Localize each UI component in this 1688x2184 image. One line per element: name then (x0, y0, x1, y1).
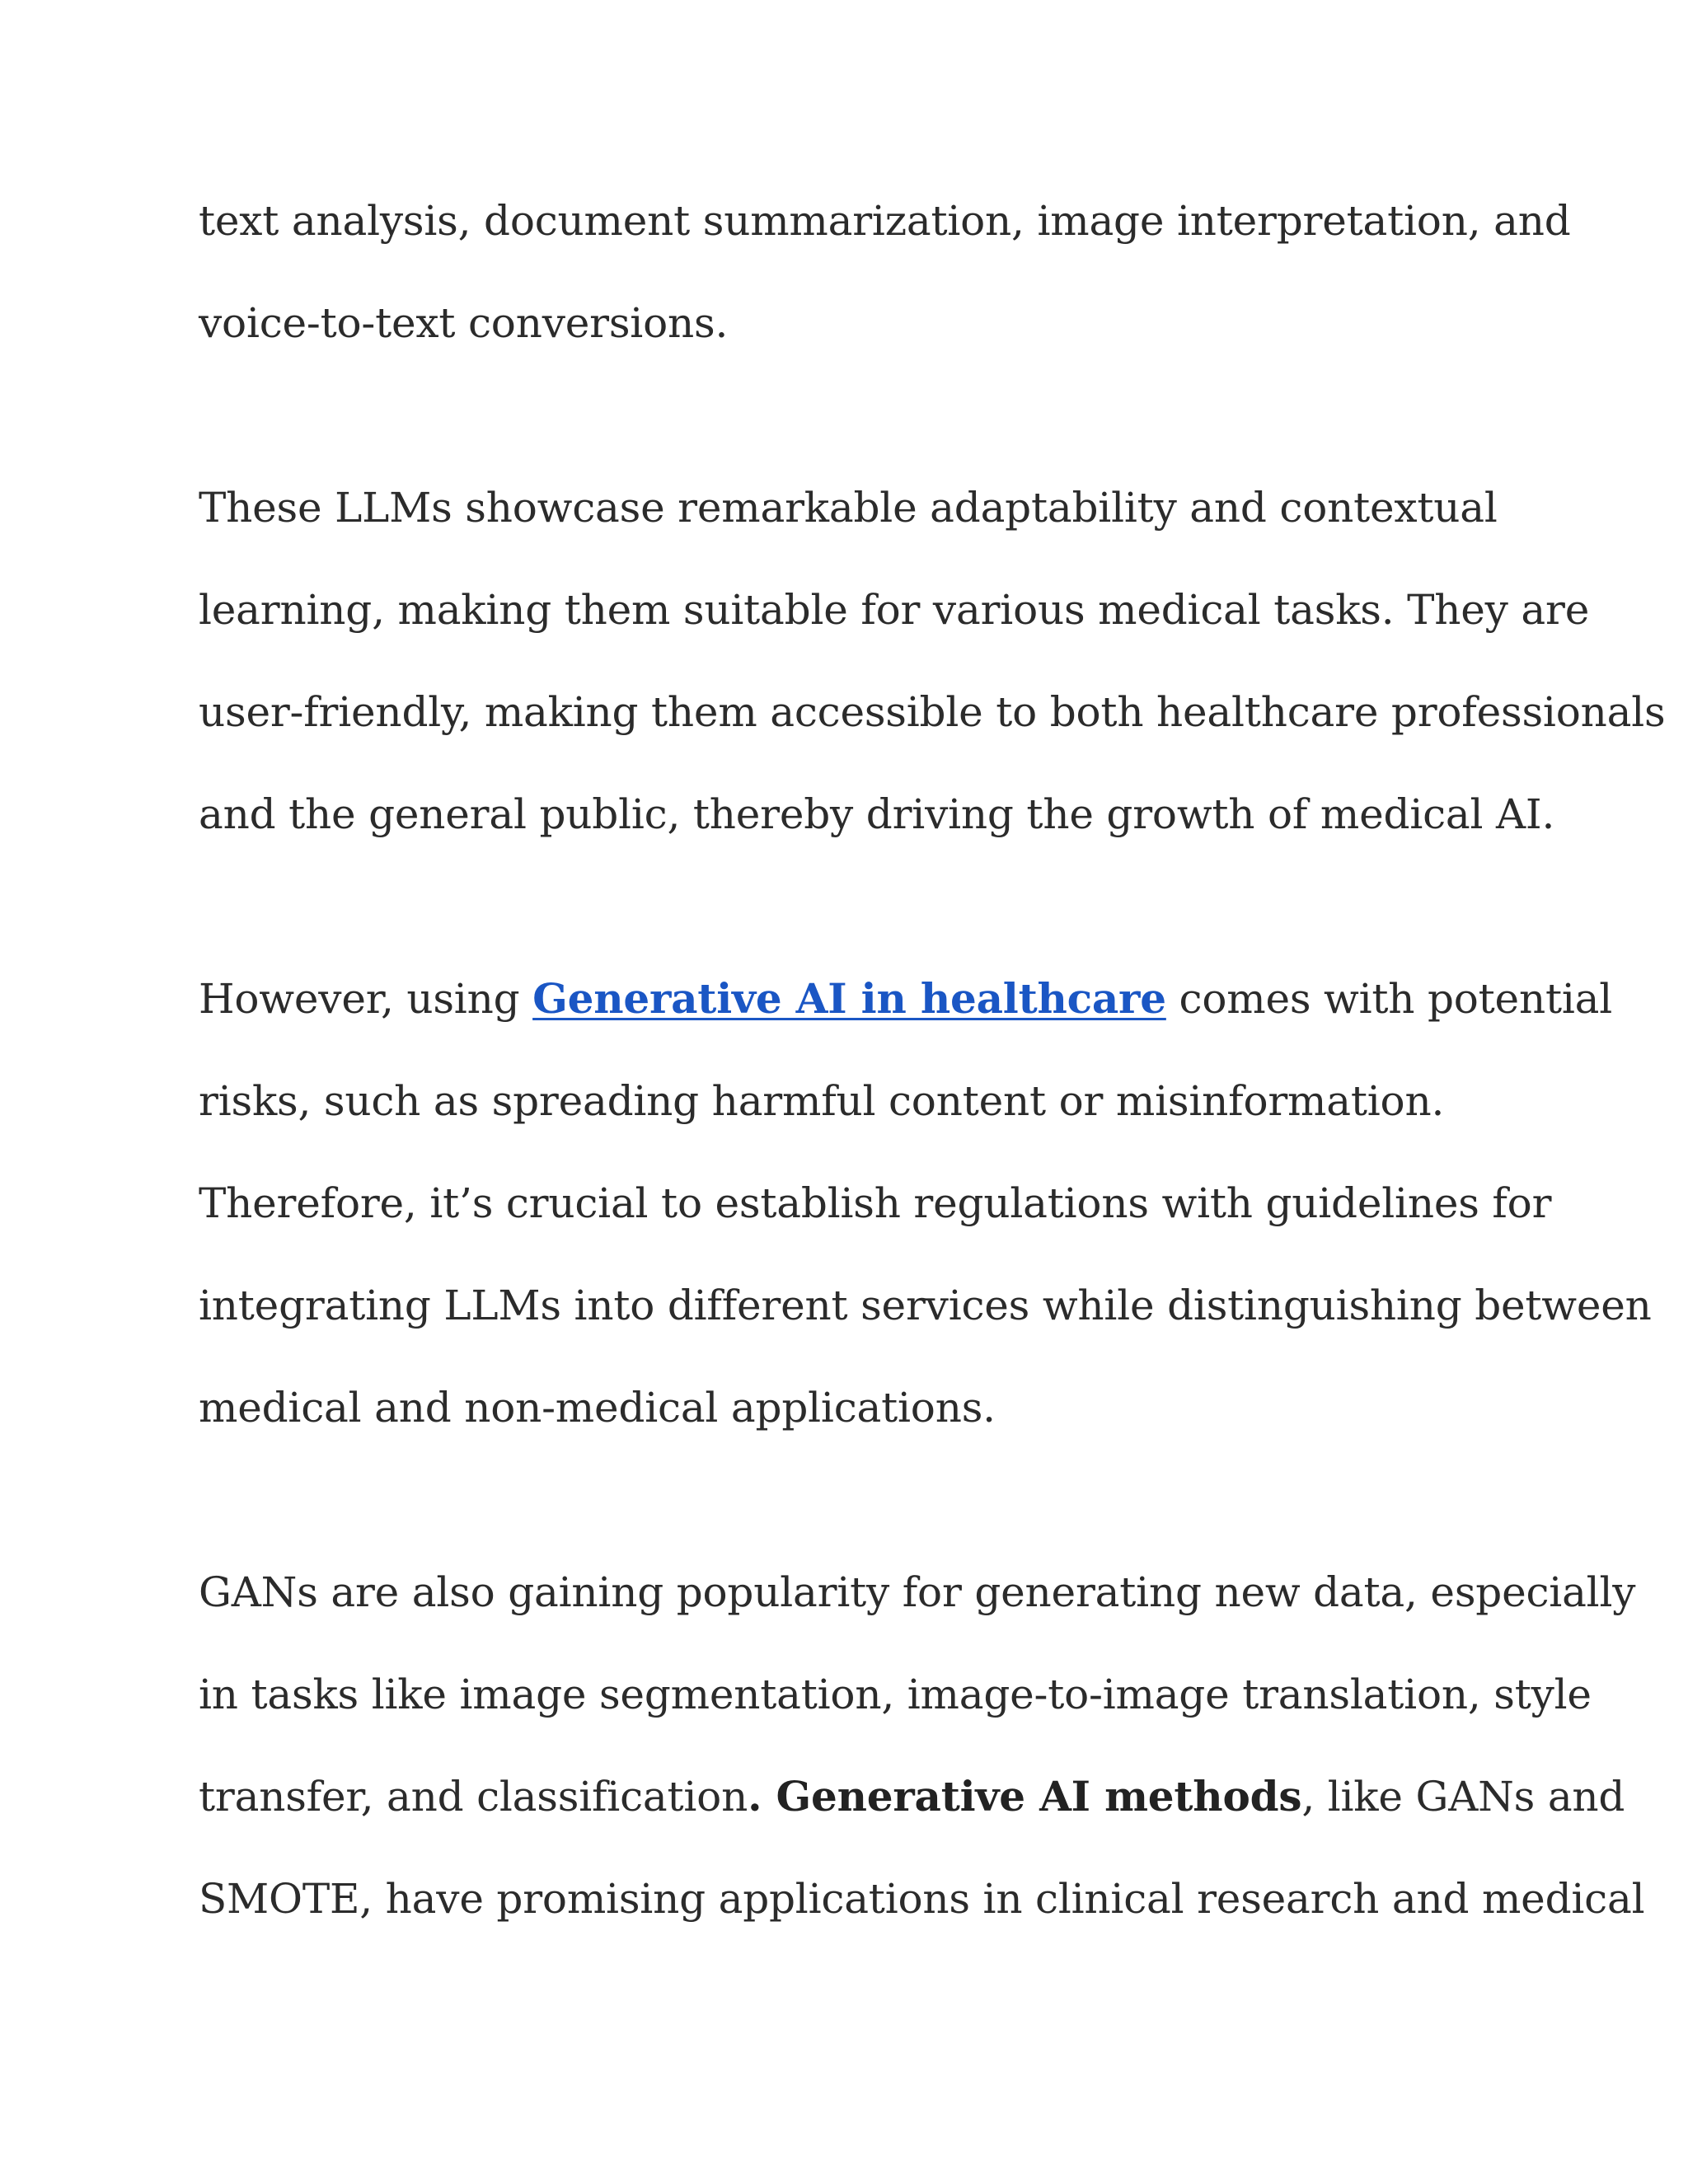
text-segment: transfer, and classification (199, 1773, 748, 1821)
text-line: risks, such as spreading harmful content or misinformation. (199, 1077, 1445, 1125)
text-line: SMOTE, have promising applications in clinical research and medical (199, 1875, 1645, 1923)
text-line: and the general public, thereby driving the growth of medical AI. (199, 790, 1555, 838)
text-line: medical and non-medical applications. (199, 1384, 996, 1432)
paragraph-3 (199, 961, 1652, 1472)
text-line (199, 961, 1613, 1063)
paragraph-4 (199, 1554, 1645, 1963)
text-line: text analysis, document summarization, image interpretation, and (199, 197, 1571, 245)
text-line: These LLMs showcase remarkable adaptability and contextual (199, 484, 1498, 532)
text-segment: However, using (199, 975, 533, 1023)
text-line: GANs are also gaining popularity for generating new data, especially (199, 1568, 1636, 1616)
text-line: voice-to-text conversions. (199, 299, 729, 347)
text-line: learning, making them suitable for various medical tasks. They are (199, 586, 1590, 634)
text-segment: , like GANs and (1301, 1773, 1625, 1821)
paragraph-1 (199, 183, 1571, 387)
text-line (199, 1759, 1625, 1861)
generative-ai-in-healthcare-link[interactable]: Generative AI in healthcare (532, 974, 1166, 1023)
article-body (199, 183, 1666, 2046)
paragraph-2 (199, 470, 1666, 879)
text-line: integrating LLMs into different services while distinguishing between (199, 1282, 1652, 1329)
text-line: in tasks like image segmentation, image-to-image translation, style (199, 1671, 1592, 1718)
text-line: Therefore, it’s crucial to establish regulations with guidelines for (199, 1179, 1552, 1227)
text-line: user-friendly, making them accessible to both healthcare professionals (199, 688, 1666, 736)
text-segment: comes with potential (1165, 975, 1613, 1023)
bold-phrase: . Generative AI methods (748, 1772, 1302, 1821)
